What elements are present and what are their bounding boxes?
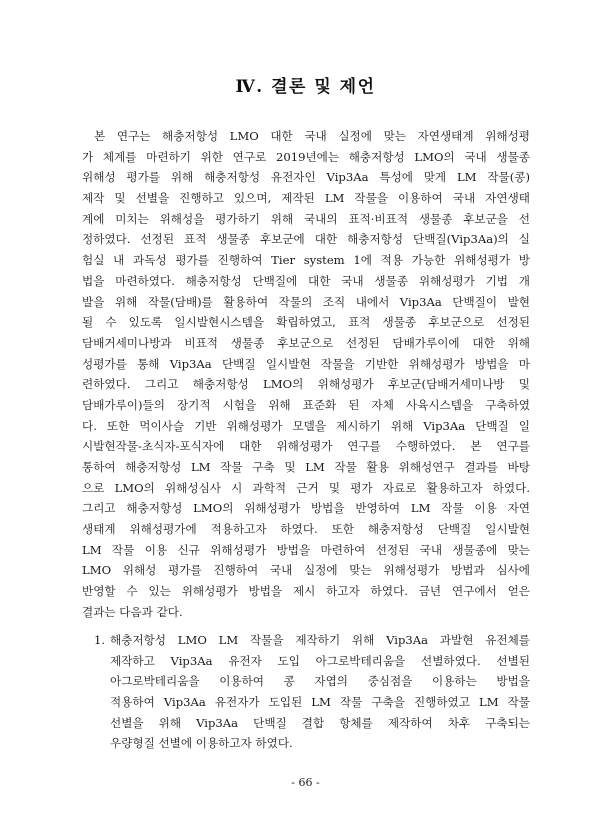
paragraph-line: 련하였다. 그리고 해충저항성 LMO의 위해성평가 후보군(담배거세미나방 및 [82, 377, 530, 392]
page-number: - 66 - [291, 776, 320, 789]
paragraph-line: 가 체계를 마련하기 위한 연구로 2019년에는 해충저항성 LMO의 국내 생물종 [82, 149, 530, 164]
paragraph-line: 험실 내 과독성 평가를 진행하여 Tier system 1에 적용 가능한 위해성평가 방 [82, 253, 530, 268]
paragraph-line: 담배가루이)들의 장기적 시험을 위해 표준화 된 자체 사육시스템을 구축하였 [82, 397, 530, 412]
list-item-line: 제작하고 Vip3Aa 유전자 도입 아그로박테리움을 선별하였다. 선별된 [110, 653, 530, 668]
paragraph-line: 계에 미치는 위해성을 평가하기 위해 국내의 표적·비표적 생물종 후보군을 선 [82, 211, 530, 226]
paragraph-line: 정하였다. 선정된 표적 생물종 후보군에 대한 해충저항성 단백질(Vip3Aa)의 실 [82, 232, 530, 247]
paragraph-line: 반영할 수 있는 위해성평가 방법을 제시 하고자 하였다. 금년 연구에서 얻은 [82, 584, 530, 599]
paragraph-line: 될 수 있도록 일시발현시스템을 확립하였고, 표적 생물종 후보군으로 선정된 [82, 315, 530, 330]
body-paragraph [82, 126, 530, 623]
list-item-line: 아그로박테리움을 이용하여 콩 자엽의 중심점을 이용하는 방법을 [110, 674, 530, 689]
paragraph-line: 위해성 평가를 위해 해충저항성 유전자인 Vip3Aa 특성에 맞게 LM 작물(콩) [82, 170, 530, 185]
paragraph-line: 발을 위해 작물(담배)를 활용하여 작물의 조직 내에서 Vip3Aa 단백질이 발현 [82, 294, 530, 309]
paragraph-line: 다. 또한 먹이사슬 기반 위해성평가 모델을 제시하기 위해 Vip3Aa 단백질 일 [82, 418, 530, 433]
numbered-list [82, 630, 530, 754]
paragraph-line: 성평가를 통해 Vip3Aa 단백질 일시발현 작물을 기반한 위해성평가 방법을 마 [82, 356, 530, 371]
list-item-line: 선별을 위해 Vip3Aa 단백질 결합 항체를 제작하여 차후 구축되는 [110, 715, 530, 730]
paragraph-line: 제작 및 선별을 진행하고 있으며, 제작된 LM 작물을 이용하여 국내 자연생태 [82, 191, 530, 206]
paragraph-line: LMO 위해성 평가를 진행하여 국내 실정에 맞는 위해성평가 방법과 심사에 [82, 563, 530, 578]
paragraph-line: 법을 마련하였다. 해충저항성 단백질에 대한 국내 생물종 위해성평가 기법 개 [82, 273, 530, 288]
list-marker: 1. [94, 633, 106, 647]
paragraph-line: 결과는 다음과 같다. [82, 604, 183, 619]
list-item-line: 적용하여 Vip3Aa 유전자가 도입된 LM 작물 구축을 진행하였고 LM 작물 [110, 695, 530, 710]
list-item-line [82, 630, 530, 651]
paragraph-line: 생태계 위해성평가에 적용하고자 하였다. 또한 해충저항성 단백질 일시발현 [82, 522, 530, 537]
paragraph-line: 담배거세미나방과 비표적 생물종 후보군으로 선정된 담배가루이에 대한 위해 [82, 335, 530, 350]
paragraph-line: 통하여 해충저항성 LM 작물 구축 및 LM 작물 활용 위해성연구 결과를 바탕 [82, 460, 530, 474]
list-item-line: 우량형질 선별에 이용하고자 하였다. [110, 736, 293, 751]
section-heading: Ⅳ. 결론 및 제언 [235, 77, 376, 97]
paragraph-line: LM 작물 이용 신규 위해성평가 방법을 마련하여 선정된 국내 생물종에 맞는 [82, 542, 530, 557]
paragraph-line: 시발현작물-초식자-포식자에 대한 위해성평가 연구를 수행하였다. 본 연구를 [82, 439, 530, 454]
paragraph-line: 본 연구는 해충저항성 LMO 대한 국내 실정에 맞는 자연생태계 위해성평 [94, 129, 530, 143]
paragraph-line: 으로 LMO의 위해성심사 시 과학적 근거 및 평가 자료로 활용하고자 하였다. [82, 480, 530, 495]
list-item-text: 해충저항성 LMO LM 작물을 제작하기 위해 Vip3Aa 과발현 유전체를 [110, 633, 530, 647]
paragraph-line: 그리고 해충저항성 LMO의 위해성평가 방법을 반영하여 LM 작물 이용 자연 [82, 501, 530, 516]
